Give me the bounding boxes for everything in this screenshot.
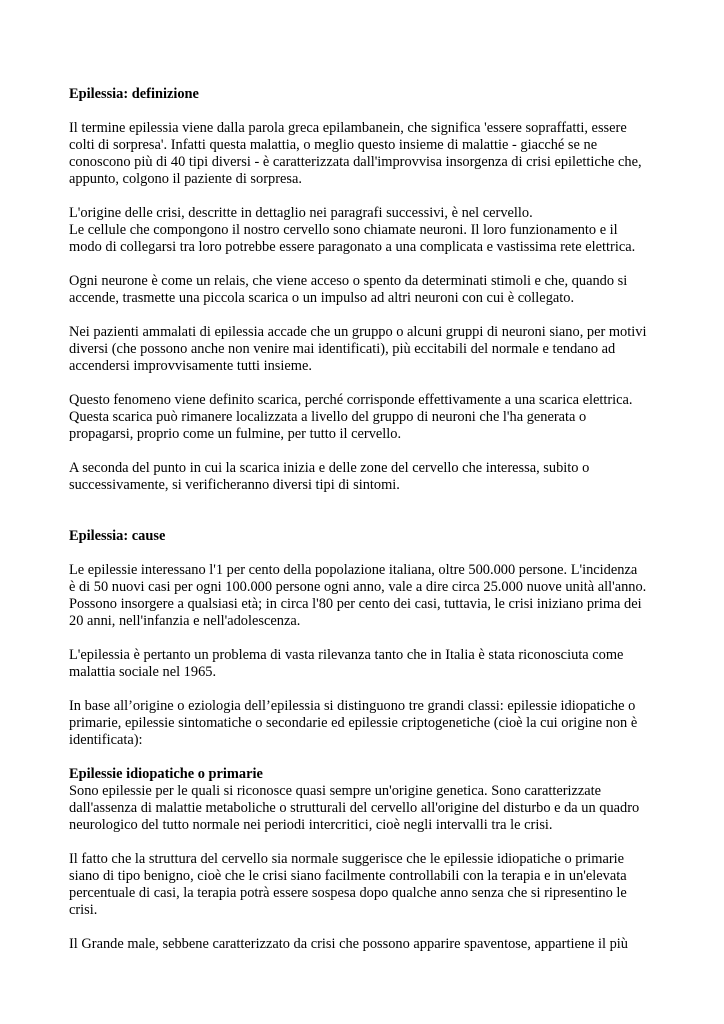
section-heading-cause: Epilessia: cause [69,528,166,544]
text-line: A seconda del punto in cui la scarica inizia e delle zone del cervello che interessa, subito o [69,460,590,476]
text-line: diversi (che possono anche non venire mai identificati), più eccitabili del normale e tendano ad [69,341,616,357]
section-heading-idiopatiche: Epilessie idiopatiche o primarie [69,766,263,782]
paragraph [69,392,661,443]
paragraph [69,324,661,375]
text-line: Il Grande male, sebbene caratterizzato da crisi che possono apparire spaventose, appartiene il più [69,936,628,952]
text-line: Questo fenomeno viene definito scarica, perché corrisponde effettivamente a una scarica elettrica. [69,392,633,408]
text-line: L'origine delle crisi, descritte in dettaglio nei paragrafi successivi, è nel cervello. [69,205,533,221]
text-line: Questa scarica può rimanere localizzata a livello del gruppo di neuroni che l'ha generata o [69,409,587,425]
paragraph [69,936,661,953]
text-line: accende, trasmette una piccola scarica o un impulso ad altri neuroni con cui è collegato. [69,290,575,306]
text-line: Ogni neurone è come un relais, che viene acceso o spento da determinati stimoli e che, quando si [69,273,628,289]
document-page [69,86,661,953]
text-line: neurologico del tutto normale nei periodi intercritici, cioè negli intervalli tra le crisi. [69,817,553,833]
text-line: Il fatto che la struttura del cervello sia normale suggerisce che le epilessie idiopatiche o primarie [69,851,625,867]
text-line: malattia sociale nel 1965. [69,664,217,680]
text-line: Le epilessie interessano l'1 per cento della popolazione italiana, oltre 500.000 persone. L'incidenza [69,562,638,578]
paragraph [69,205,661,256]
paragraph [69,120,661,188]
text-line: dall'assenza di malattie metaboliche o strutturali del cervello all'origine del disturbo e da un quadro [69,800,640,816]
paragraph [69,273,661,307]
text-line: Sono epilessie per le quali si riconosce quasi sempre un'origine genetica. Sono caratterizzate [69,783,602,799]
text-line: è di 50 nuovi casi per ogni 100.000 persone ogni anno, vale a dire circa 25.000 nuove unità all'anno. [69,579,647,595]
text-line: Le cellule che compongono il nostro cervello sono chiamate neuroni. Il loro funzionamento e il [69,222,618,238]
paragraph [69,698,661,749]
text-line: L'epilessia è pertanto un problema di vasta rilevanza tanto che in Italia è stata riconosciuta come [69,647,624,663]
text-line: modo di collegarsi tra loro potrebbe essere paragonato a una complicata e vastissima rete elettrica. [69,239,636,255]
text-line: conoscono più di 40 tipi diversi - è caratterizzata dall'improvvisa insorgenza di crisi epilettiche che, [69,154,642,170]
text-line: propagarsi, proprio come un fulmine, per tutto il cervello. [69,426,402,442]
text-line: In base all’origine o eziologia dell’epilessia si distinguono tre grandi classi: epilessie idiopatiche o [69,698,636,714]
paragraph [69,562,661,630]
text-line: appunto, colgono il paziente di sorpresa. [69,171,302,187]
text-line: primarie, epilessie sintomatiche o secondarie ed epilessie criptogenetiche (cioè la cui origine non è [69,715,638,731]
text-line: identificata): [69,732,143,748]
text-line: crisi. [69,902,98,918]
text-line: colti di sorpresa'. Infatti questa malattia, o meglio questo insieme di malattie - giacché se ne [69,137,598,153]
text-line: percentuale di casi, la terapia potrà essere sospesa dopo qualche anno senza che si ripresentino le [69,885,627,901]
text-line: Possono insorgere a qualsiasi età; in circa l'80 per cento dei casi, tuttavia, le crisi iniziano prima dei [69,596,642,612]
text-line: accendersi improvvisamente tutti insieme. [69,358,312,374]
text-line: successivamente, si verificheranno diversi tipi di sintomi. [69,477,400,493]
paragraph [69,851,661,919]
text-line: Nei pazienti ammalati di epilessia accade che un gruppo o alcuni gruppi di neuroni siano, per motivi [69,324,647,340]
section-heading-definizione: Epilessia: definizione [69,86,199,102]
paragraph [69,647,661,681]
text-line: Il termine epilessia viene dalla parola greca epilambanein, che significa 'essere sopraffatti, essere [69,120,627,136]
paragraph [69,460,661,494]
text-line: siano di tipo benigno, cioè che le crisi siano facilmente controllabili con la terapia e in un'elevata [69,868,627,884]
paragraph [69,783,661,834]
text-line: 20 anni, nell'infanzia e nell'adolescenza. [69,613,301,629]
